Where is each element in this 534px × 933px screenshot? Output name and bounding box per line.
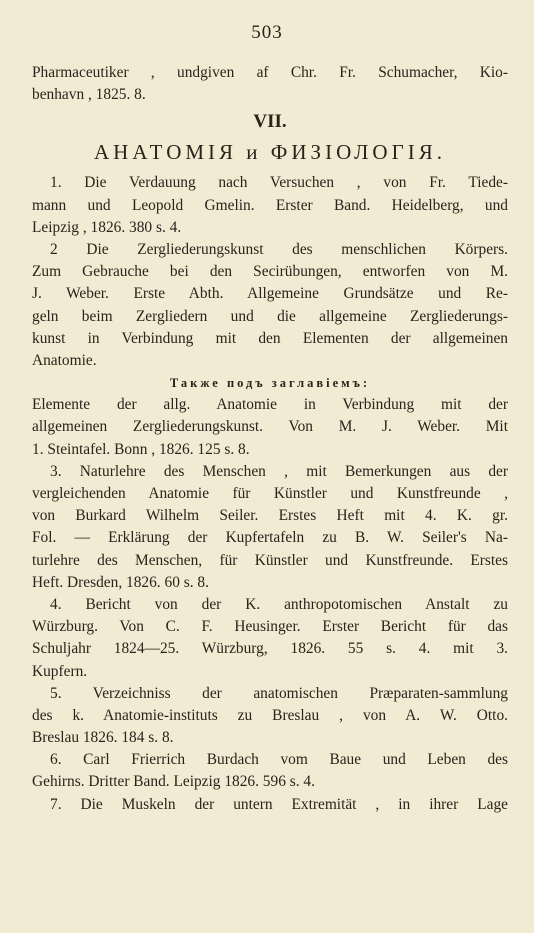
text-line: geln beim Zergliedern und die allgemeine Zergliederungs- <box>32 307 508 325</box>
section-number: VII. <box>253 111 287 133</box>
text-line: 1. Steintafel. Bonn , 1826. 125 s. 8. <box>32 440 250 458</box>
text-line: Heft. Dresden, 1826. 60 s. 8. <box>32 573 209 591</box>
page-text <box>32 62 508 816</box>
text-line: Würzburg. Von C. F. Heusinger. Erster Bericht für das <box>32 618 508 636</box>
text-line: 7. Die Muskeln der untern Extremität , in ihrer Lage <box>50 795 508 813</box>
page-number: 503 <box>251 22 283 43</box>
text-line: J. Weber. Erste Abth. Allgemeine Grundsätze und Re- <box>32 285 508 303</box>
text-line: vergleichenden Anatomie für Künstler und Kunstfreunde , <box>32 485 508 502</box>
text-line: Schuljahr 1824—25. Würzburg, 1826. 55 s. 4. mit 3. <box>32 640 508 658</box>
section-title: АНАТОМІЯ и ФИЗІОЛОГІЯ. <box>94 140 446 165</box>
text-line: 5. Verzeichniss der anatomischen Præparaten-sammlung <box>50 684 508 702</box>
text-line: Elemente der allg. Anatomie in Verbindung mit der <box>32 396 508 414</box>
text-line: 6. Carl Frierrich Burdach vom Baue und Leben des <box>50 751 508 769</box>
text-line: 4. Bericht von der K. anthropotomischen Anstalt zu <box>50 595 508 613</box>
subheading: Также подъ заглавіемъ: <box>169 376 371 391</box>
text-line: Gehirns. Dritter Band. Leipzig 1826. 596 s. 4. <box>32 773 315 791</box>
text-line: Anatomie. <box>32 351 97 369</box>
text-line: 2 Die Zergliederungskunst des menschlichen Körpers. <box>50 240 508 258</box>
text-line: Leipzig , 1826. 380 s. 4. <box>32 218 182 236</box>
text-line: turlehre des Menschen, für Künstler und Kunstfreunde. Erstes <box>32 551 508 569</box>
text-line: 3. Naturlehre des Menschen , mit Bemerkungen aus der <box>50 462 508 480</box>
text-line: Kupfern. <box>32 662 88 680</box>
text-line: benhavn , 1825. 8. <box>32 86 146 104</box>
text-line: Breslau 1826. 184 s. 8. <box>32 729 174 747</box>
text-line: des k. Anatomie-instituts zu Breslau , von A. W. Otto. <box>32 706 508 724</box>
text-line: 1. Die Verdauung nach Versuchen , von Fr. Tiede- <box>50 174 508 192</box>
text-line: Pharmaceutiker , undgiven af Chr. Fr. Schumacher, Kio- <box>32 64 508 81</box>
text-line: Fol. — Erklärung der Kupfertafeln zu B. W. Seiler's Na- <box>32 529 508 547</box>
text-line: mann und Leopold Gmelin. Erster Band. Heidelberg, und <box>32 196 508 214</box>
text-line: von Burkard Wilhelm Seiler. Erstes Heft mit 4. K. gr. <box>32 507 508 525</box>
text-line: kunst in Verbindung mit den Elementen der allgemeinen <box>32 329 508 347</box>
text-line: allgemeinen Zergliederungskunst. Von M. J. Weber. Mit <box>32 418 508 436</box>
text-line: Zum Gebrauche bei den Secirübungen, entworfen von M. <box>32 263 508 281</box>
